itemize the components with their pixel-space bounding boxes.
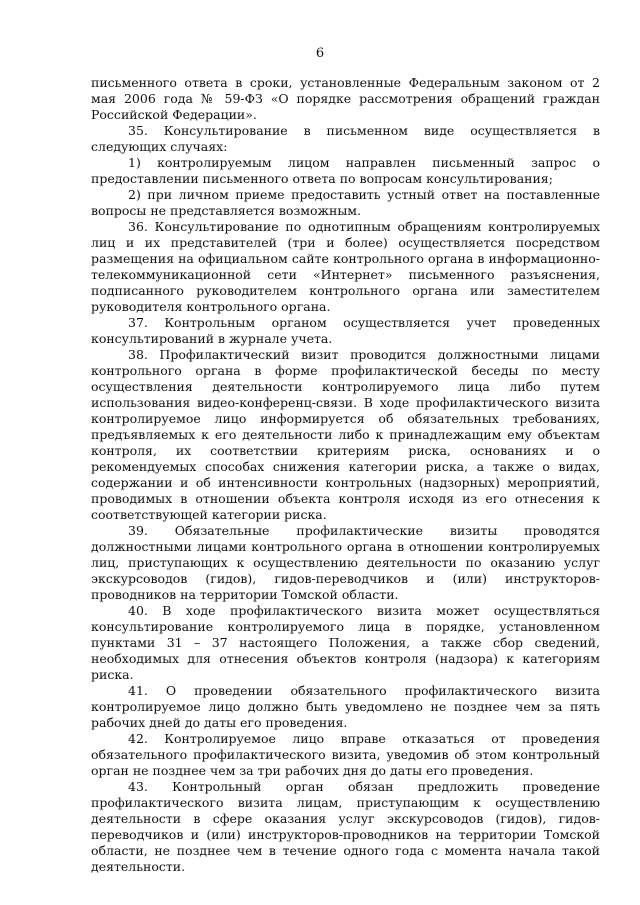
paragraph: 38. Профилактический визит проводится должностными лицами контрольного органа в форме профилактической беседы по месту осуществления деятельности контролируемого лица либо путем использования видео-конференц-связи. В ходе профилактического визита контролируемое лицо информируется об обязательных требованиях, предъявляемых к его деятельности либо к принадлежащим ему объектам контроля, их соответствии критериям риска, основаниях и о рекомендуемых способах снижения категории риска, а также о видах, содержании и об интенсивности контрольных (надзорных) мероприятий, проводимых в отношении объекта контроля исходя из его отнесения к соответствующей категории риска. [91,347,600,522]
page-number: 6 [315,46,325,61]
paragraph: письменного ответа в сроки, установленные Федеральным законом от 2 мая 2006 года № 59-ФЗ «О порядке рассмотрения обращений граждан Российской Федерации». [91,75,600,122]
document-body [91,75,600,875]
paragraph: 35. Консультирование в письменном виде осуществляется в следующих случаях: [91,123,600,154]
paragraph: 39. Обязательные профилактические визиты проводятся должностными лицами контрольного органа в отношении контролируемых лиц, приступающих к осуществлению деятельности по оказанию услуг экскурсоводов (гидов), гидов-переводчиков и (или) инструкторов-проводников на территории Томской области. [91,523,600,602]
paragraph: 40. В ходе профилактического визита может осуществляться консультирование контролируемого лица в порядке, установленном пунктами 31 – 37 настоящего Положения, а также сбор сведений, необходимых для отнесения объектов контроля (надзора) к категориям риска. [91,603,600,682]
paragraph: 2) при личном приеме предоставить устный ответ на поставленные вопросы не представляется возможным. [91,187,600,218]
paragraph: 42. Контролируемое лицо вправе отказаться от проведения обязательного профилактического визита, уведомив об этом контрольный орган не позднее чем за три рабочих дня до даты его проведения. [91,731,600,778]
paragraph: 41. О проведении обязательного профилактического визита контролируемое лицо должно быть уведомлено не позднее чем за пять рабочих дней до даты его проведения. [91,683,600,730]
paragraph: 37. Контрольным органом осуществляется учет проведенных консультирований в журнале учета. [91,315,600,346]
paragraph: 43. Контрольный орган обязан предложить проведение профилактического визита лицам, приступающим к осуществлению деятельности в сфере оказания услуг экскурсоводов (гидов), гидов-переводчиков и (или) инструкторов-проводников на территории Томской области, не позднее чем в течение одного года с момента начала такой деятельности. [91,779,600,874]
paragraph: 36. Консультирование по однотипным обращениям контролируемых лиц и их представителей (три и более) осуществляется посредством размещения на официальном сайте контрольного органа в информационно-телекоммуникационной сети «Интернет» письменного разъяснения, подписанного руководителем контрольного органа или заместителем руководителя контрольного органа. [91,219,600,314]
paragraph: 1) контролируемым лицом направлен письменный запрос о предоставлении письменного ответа по вопросам консультирования; [91,155,600,186]
